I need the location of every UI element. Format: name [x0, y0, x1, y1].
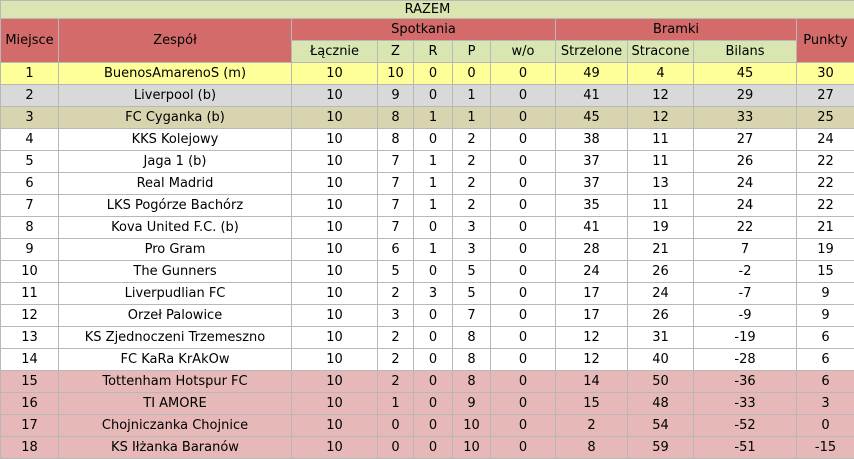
cell-lost: 9: [453, 393, 491, 415]
cell-conceded: 19: [628, 217, 694, 239]
cell-drawn: 0: [414, 327, 453, 349]
cell-team: TI AMORE: [59, 393, 292, 415]
cell-total: 10: [292, 283, 378, 305]
cell-points: 30: [797, 63, 854, 85]
table-row: [1, 63, 854, 85]
cell-lost: 3: [453, 217, 491, 239]
cell-total: 10: [292, 217, 378, 239]
cell-scored: 14: [556, 371, 628, 393]
cell-won: 2: [378, 349, 414, 371]
header-matches: Spotkania: [292, 19, 556, 41]
cell-drawn: 0: [414, 393, 453, 415]
cell-place: 1: [1, 63, 59, 85]
subheader-drawn: R: [414, 41, 453, 63]
cell-drawn: 3: [414, 283, 453, 305]
cell-team: Liverpudlian FC: [59, 283, 292, 305]
cell-lost: 8: [453, 327, 491, 349]
cell-place: 3: [1, 107, 59, 129]
cell-conceded: 59: [628, 437, 694, 459]
cell-won: 7: [378, 151, 414, 173]
cell-total: 10: [292, 173, 378, 195]
cell-scored: 38: [556, 129, 628, 151]
cell-conceded: 12: [628, 107, 694, 129]
cell-scored: 45: [556, 107, 628, 129]
cell-won: 1: [378, 393, 414, 415]
cell-scored: 37: [556, 173, 628, 195]
cell-lost: 2: [453, 173, 491, 195]
cell-won: 6: [378, 239, 414, 261]
cell-balance: -33: [694, 393, 797, 415]
cell-walkover: 0: [491, 151, 556, 173]
cell-points: 0: [797, 415, 854, 437]
cell-total: 10: [292, 85, 378, 107]
table-row: [1, 415, 854, 437]
cell-points: 25: [797, 107, 854, 129]
cell-team: FC KaRa KrAkOw: [59, 349, 292, 371]
cell-scored: 41: [556, 217, 628, 239]
cell-drawn: 0: [414, 261, 453, 283]
cell-total: 10: [292, 239, 378, 261]
cell-place: 17: [1, 415, 59, 437]
cell-drawn: 0: [414, 217, 453, 239]
table-row: [1, 305, 854, 327]
cell-total: 10: [292, 415, 378, 437]
cell-scored: 12: [556, 349, 628, 371]
cell-points: 22: [797, 173, 854, 195]
cell-team: Liverpool (b): [59, 85, 292, 107]
cell-walkover: 0: [491, 283, 556, 305]
cell-drawn: 0: [414, 63, 453, 85]
cell-drawn: 0: [414, 371, 453, 393]
cell-team: Real Madrid: [59, 173, 292, 195]
header-goals: Bramki: [556, 19, 797, 41]
cell-won: 7: [378, 195, 414, 217]
subheader-walkover: w/o: [491, 41, 556, 63]
cell-balance: -2: [694, 261, 797, 283]
cell-scored: 24: [556, 261, 628, 283]
cell-total: 10: [292, 107, 378, 129]
table-row: [1, 393, 854, 415]
cell-lost: 8: [453, 349, 491, 371]
cell-team: Tottenham Hotspur FC: [59, 371, 292, 393]
cell-conceded: 24: [628, 283, 694, 305]
cell-walkover: 0: [491, 217, 556, 239]
cell-team: KKS Kolejowy: [59, 129, 292, 151]
cell-walkover: 0: [491, 437, 556, 459]
cell-conceded: 31: [628, 327, 694, 349]
subheader-total: Łącznie: [292, 41, 378, 63]
header-place: Miejsce: [1, 19, 59, 63]
cell-walkover: 0: [491, 173, 556, 195]
cell-team: KS Zjednoczeni Trzemeszno: [59, 327, 292, 349]
cell-conceded: 11: [628, 129, 694, 151]
cell-scored: 28: [556, 239, 628, 261]
cell-points: 6: [797, 349, 854, 371]
table-row: [1, 371, 854, 393]
cell-walkover: 0: [491, 393, 556, 415]
cell-team: BuenosAmarenoS (m): [59, 63, 292, 85]
cell-walkover: 0: [491, 239, 556, 261]
cell-balance: 29: [694, 85, 797, 107]
cell-place: 9: [1, 239, 59, 261]
cell-points: 3: [797, 393, 854, 415]
cell-lost: 2: [453, 129, 491, 151]
cell-points: 22: [797, 195, 854, 217]
cell-walkover: 0: [491, 415, 556, 437]
cell-points: 22: [797, 151, 854, 173]
cell-place: 7: [1, 195, 59, 217]
cell-won: 0: [378, 415, 414, 437]
cell-team: Orzeł Palowice: [59, 305, 292, 327]
cell-lost: 2: [453, 195, 491, 217]
cell-scored: 41: [556, 85, 628, 107]
header-team: Zespół: [59, 19, 292, 63]
cell-conceded: 11: [628, 195, 694, 217]
cell-team: LKS Pogórze Bachórz: [59, 195, 292, 217]
table-row: [1, 239, 854, 261]
cell-won: 10: [378, 63, 414, 85]
cell-points: 27: [797, 85, 854, 107]
subheader-conceded: Stracone: [628, 41, 694, 63]
cell-total: 10: [292, 129, 378, 151]
cell-team: FC Cyganka (b): [59, 107, 292, 129]
cell-total: 10: [292, 393, 378, 415]
cell-points: 6: [797, 327, 854, 349]
cell-team: Pro Gram: [59, 239, 292, 261]
cell-balance: -36: [694, 371, 797, 393]
cell-won: 9: [378, 85, 414, 107]
cell-team: Chojniczanka Chojnice: [59, 415, 292, 437]
cell-points: 15: [797, 261, 854, 283]
cell-place: 12: [1, 305, 59, 327]
cell-total: 10: [292, 63, 378, 85]
cell-points: 6: [797, 371, 854, 393]
cell-scored: 2: [556, 415, 628, 437]
cell-drawn: 0: [414, 415, 453, 437]
cell-drawn: 0: [414, 129, 453, 151]
table-row: [1, 261, 854, 283]
cell-place: 6: [1, 173, 59, 195]
subheader-scored: Strzelone: [556, 41, 628, 63]
table-row: [1, 151, 854, 173]
cell-lost: 5: [453, 261, 491, 283]
cell-conceded: 48: [628, 393, 694, 415]
cell-walkover: 0: [491, 349, 556, 371]
cell-balance: 26: [694, 151, 797, 173]
cell-won: 2: [378, 371, 414, 393]
cell-walkover: 0: [491, 195, 556, 217]
cell-team: Kova United F.C. (b): [59, 217, 292, 239]
cell-drawn: 0: [414, 437, 453, 459]
cell-balance: -9: [694, 305, 797, 327]
cell-won: 8: [378, 107, 414, 129]
cell-scored: 17: [556, 283, 628, 305]
header-points: Punkty: [797, 19, 854, 63]
cell-team: KS Iłżanka Baranów: [59, 437, 292, 459]
cell-place: 10: [1, 261, 59, 283]
cell-walkover: 0: [491, 107, 556, 129]
cell-drawn: 1: [414, 173, 453, 195]
cell-conceded: 26: [628, 305, 694, 327]
cell-conceded: 13: [628, 173, 694, 195]
table-row: [1, 327, 854, 349]
cell-conceded: 54: [628, 415, 694, 437]
cell-place: 4: [1, 129, 59, 151]
cell-total: 10: [292, 349, 378, 371]
cell-lost: 1: [453, 85, 491, 107]
cell-conceded: 26: [628, 261, 694, 283]
cell-balance: -7: [694, 283, 797, 305]
cell-won: 2: [378, 327, 414, 349]
cell-lost: 10: [453, 415, 491, 437]
cell-won: 2: [378, 283, 414, 305]
subheader-won: Z: [378, 41, 414, 63]
cell-scored: 17: [556, 305, 628, 327]
cell-points: 9: [797, 283, 854, 305]
cell-balance: -51: [694, 437, 797, 459]
cell-total: 10: [292, 195, 378, 217]
cell-lost: 2: [453, 151, 491, 173]
cell-total: 10: [292, 371, 378, 393]
table-row: [1, 173, 854, 195]
cell-scored: 15: [556, 393, 628, 415]
cell-balance: 45: [694, 63, 797, 85]
cell-total: 10: [292, 305, 378, 327]
cell-conceded: 50: [628, 371, 694, 393]
subheader-lost: P: [453, 41, 491, 63]
table-row: [1, 195, 854, 217]
cell-drawn: 1: [414, 195, 453, 217]
cell-balance: 24: [694, 173, 797, 195]
cell-place: 11: [1, 283, 59, 305]
cell-balance: -28: [694, 349, 797, 371]
cell-place: 5: [1, 151, 59, 173]
cell-scored: 37: [556, 151, 628, 173]
cell-lost: 3: [453, 239, 491, 261]
cell-lost: 7: [453, 305, 491, 327]
cell-place: 8: [1, 217, 59, 239]
cell-scored: 49: [556, 63, 628, 85]
cell-conceded: 21: [628, 239, 694, 261]
cell-walkover: 0: [491, 63, 556, 85]
cell-won: 8: [378, 129, 414, 151]
cell-team: The Gunners: [59, 261, 292, 283]
cell-drawn: 1: [414, 107, 453, 129]
cell-conceded: 40: [628, 349, 694, 371]
cell-points: 21: [797, 217, 854, 239]
cell-won: 7: [378, 217, 414, 239]
cell-balance: 33: [694, 107, 797, 129]
table-row: [1, 349, 854, 371]
cell-points: 19: [797, 239, 854, 261]
cell-balance: 22: [694, 217, 797, 239]
cell-balance: -52: [694, 415, 797, 437]
cell-lost: 0: [453, 63, 491, 85]
cell-drawn: 1: [414, 151, 453, 173]
cell-place: 15: [1, 371, 59, 393]
cell-points: 9: [797, 305, 854, 327]
cell-scored: 8: [556, 437, 628, 459]
cell-balance: -19: [694, 327, 797, 349]
cell-points: -15: [797, 437, 854, 459]
cell-won: 5: [378, 261, 414, 283]
cell-place: 18: [1, 437, 59, 459]
cell-lost: 5: [453, 283, 491, 305]
cell-total: 10: [292, 437, 378, 459]
table-row: [1, 283, 854, 305]
cell-walkover: 0: [491, 305, 556, 327]
cell-lost: 10: [453, 437, 491, 459]
cell-total: 10: [292, 261, 378, 283]
cell-place: 2: [1, 85, 59, 107]
cell-lost: 8: [453, 371, 491, 393]
cell-walkover: 0: [491, 85, 556, 107]
table-row: [1, 107, 854, 129]
cell-walkover: 0: [491, 261, 556, 283]
cell-total: 10: [292, 327, 378, 349]
cell-total: 10: [292, 151, 378, 173]
cell-balance: 27: [694, 129, 797, 151]
cell-place: 13: [1, 327, 59, 349]
table-row: [1, 217, 854, 239]
table-row: [1, 85, 854, 107]
cell-drawn: 1: [414, 239, 453, 261]
cell-team: Jaga 1 (b): [59, 151, 292, 173]
cell-walkover: 0: [491, 327, 556, 349]
cell-drawn: 0: [414, 349, 453, 371]
table-title: RAZEM: [1, 1, 854, 19]
cell-won: 7: [378, 173, 414, 195]
cell-walkover: 0: [491, 129, 556, 151]
cell-place: 16: [1, 393, 59, 415]
table-row: [1, 129, 854, 151]
cell-balance: 24: [694, 195, 797, 217]
cell-scored: 12: [556, 327, 628, 349]
cell-won: 3: [378, 305, 414, 327]
cell-lost: 1: [453, 107, 491, 129]
cell-conceded: 12: [628, 85, 694, 107]
cell-scored: 35: [556, 195, 628, 217]
cell-balance: 7: [694, 239, 797, 261]
cell-drawn: 0: [414, 85, 453, 107]
cell-walkover: 0: [491, 371, 556, 393]
subheader-balance: Bilans: [694, 41, 797, 63]
cell-conceded: 4: [628, 63, 694, 85]
cell-conceded: 11: [628, 151, 694, 173]
cell-won: 0: [378, 437, 414, 459]
table-row: [1, 437, 854, 459]
cell-points: 24: [797, 129, 854, 151]
cell-place: 14: [1, 349, 59, 371]
cell-drawn: 0: [414, 305, 453, 327]
